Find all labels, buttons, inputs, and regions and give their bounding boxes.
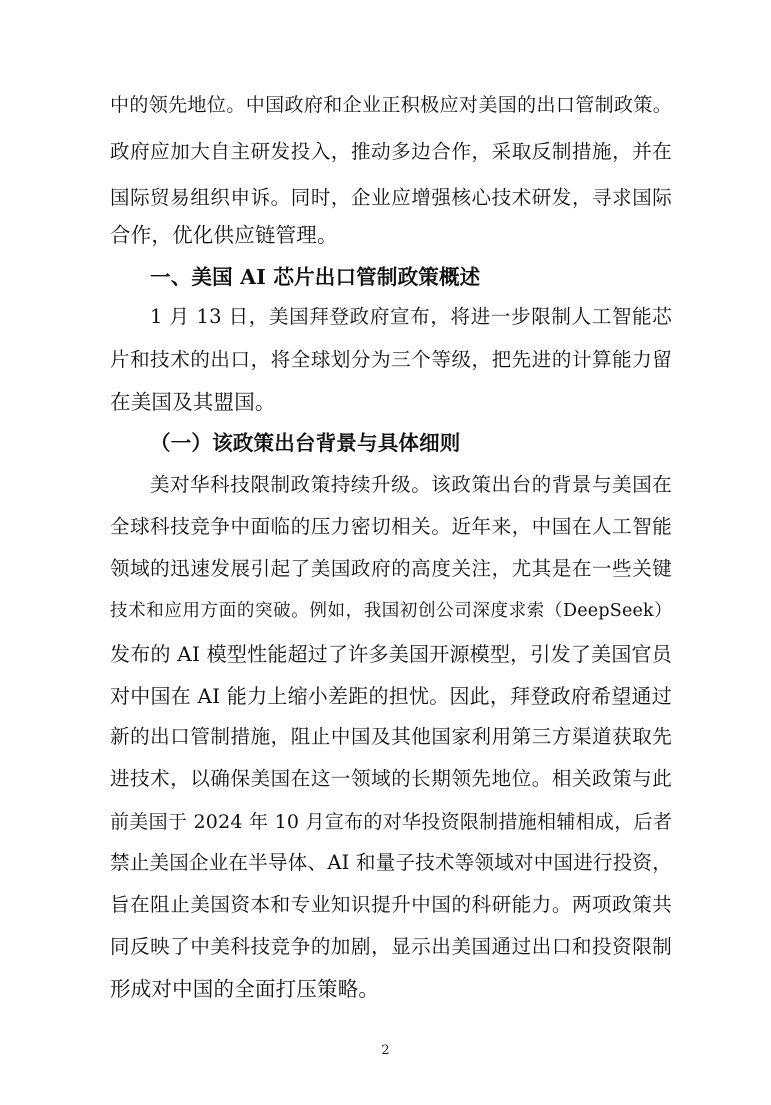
paragraph-line: 形成对中国的全面打压策略。 <box>110 977 380 1001</box>
paragraph-line: 1 月 13 日，美国拜登政府宣布，将进一步限制人工智能芯 <box>150 305 672 328</box>
paragraph-line: 全球科技竞争中面临的压力密切相关。近年来，中国在人工智能 <box>110 515 672 538</box>
section-heading: 一、美国 AI 芯片出口管制政策概述 <box>150 265 481 289</box>
paragraph-line: 政府应加大自主研发投入，推动多边合作，采取反制措施，并在 <box>110 140 672 163</box>
paragraph-line: 对中国在 AI 能力上缩小差距的担忧。因此，拜登政府希望通过 <box>110 684 672 708</box>
paragraph-line: 美对华科技限制政策持续升级。该政策出台的背景与美国在 <box>150 473 672 496</box>
paragraph-line: 禁止美国企业在半导体、AI 和量子技术等领域对中国进行投资， <box>110 851 672 874</box>
page-number: 2 <box>381 1043 390 1058</box>
paragraph-line: 旨在阻止美国资本和专业知识提升中国的科研能力。两项政策共 <box>110 893 672 916</box>
paragraph-line: 新的出口管制措施，阻止中国及其他国家利用第三方渠道获取先 <box>110 725 672 748</box>
paragraph-line: 技术和应用方面的突破。例如，我国初创公司深度求索（DeepSeek） <box>110 601 672 621</box>
paragraph-line: 进技术，以确保美国在这一领域的长期领先地位。相关政策与此 <box>110 767 672 790</box>
paragraph-line: 合作，优化供应链管理。 <box>110 223 338 247</box>
paragraph-line: 发布的 AI 模型性能超过了许多美国开源模型，引发了美国官员 <box>110 642 672 666</box>
paragraph-line: 中的领先地位。中国政府和企业正积极应对美国的出口管制政策。 <box>110 94 672 116</box>
paragraph-line: 前美国于 2024 年 10 月宣布的对华投资限制措施相辅相成，后者 <box>110 811 672 833</box>
paragraph-line: 在美国及其盟国。 <box>110 390 276 414</box>
paragraph-line: 片和技术的出口，将全球划分为三个等级，把先进的计算能力留 <box>110 348 672 371</box>
paragraph-line: 领域的迅速发展引起了美国政府的高度关注，尤其是在一些关键 <box>110 557 672 580</box>
subsection-heading: （一）该政策出台背景与具体细则 <box>150 431 461 455</box>
paragraph-line: 同反映了中美科技竞争的加剧，显示出美国通过出口和投资限制 <box>110 935 672 958</box>
paragraph-line: 国际贸易组织申诉。同时，企业应增强核心技术研发，寻求国际 <box>110 186 672 209</box>
